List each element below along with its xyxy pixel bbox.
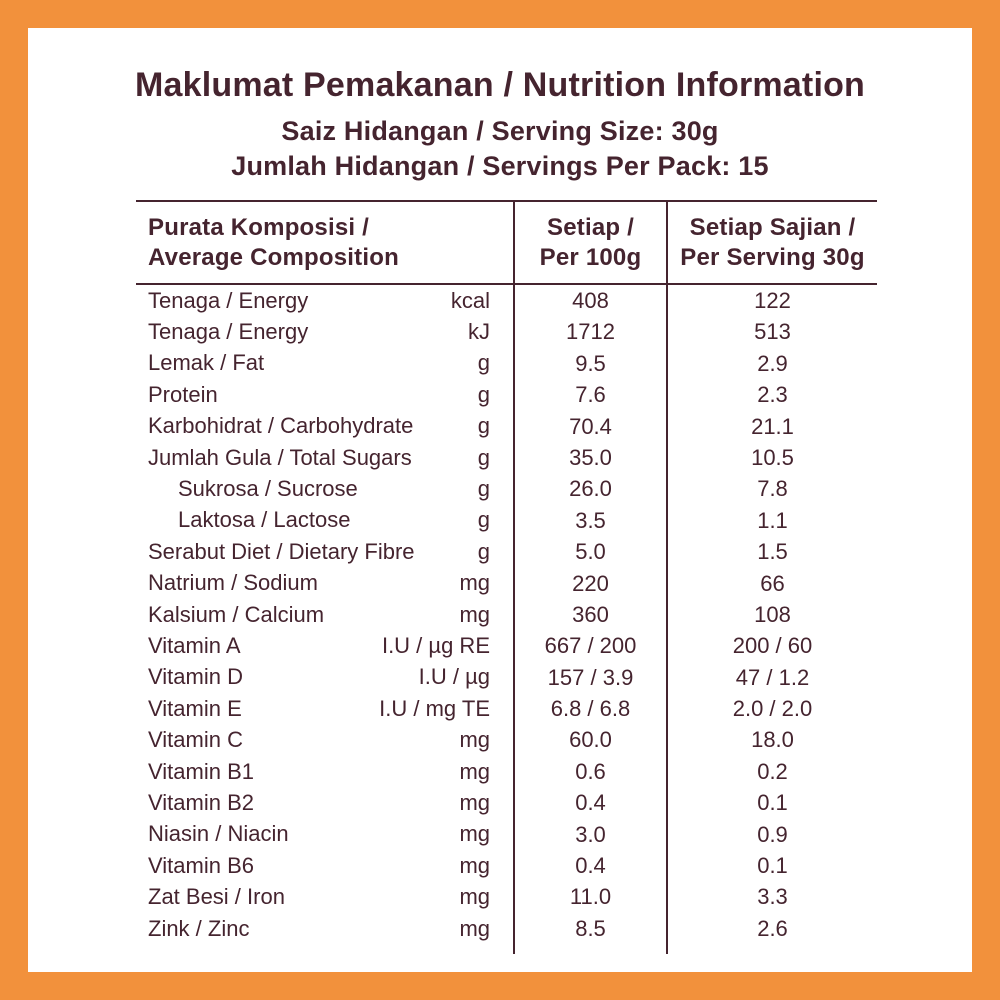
per-100g-value: 1712	[513, 316, 668, 347]
table-bottom-spacer	[136, 944, 513, 954]
table-row-label-cell	[136, 599, 513, 630]
table-row-label-cell	[136, 724, 513, 755]
nutrient-unit: mg	[459, 884, 490, 910]
table-row-label-cell	[136, 756, 513, 787]
table-row-label-cell	[136, 379, 513, 410]
per-serving-value: 2.3	[757, 382, 788, 408]
nutrient-unit: mg	[459, 789, 490, 815]
per-100g-value: 220	[513, 568, 668, 599]
table-bottom-spacer	[668, 944, 877, 954]
per-serving-value: 2.0 / 2.0	[732, 696, 813, 722]
per-serving-value: 0.1	[757, 790, 788, 816]
per-serving-value: 0.9	[757, 821, 788, 847]
nutrient-unit: g	[477, 413, 490, 439]
per-serving-value: 200 / 60	[732, 633, 813, 659]
nutrient-unit: mg	[459, 758, 490, 784]
per-serving-value: 0.2	[757, 758, 788, 784]
nutrient-label: Kalsium / Calcium	[148, 601, 325, 627]
nutrient-label: Niasin / Niacin	[148, 821, 289, 847]
per-100g-value: 0.6	[513, 756, 668, 787]
nutrient-label: Natrium / Sodium	[148, 570, 318, 596]
per-serving-value: 1.5	[757, 539, 788, 565]
nutrient-label: Karbohidrat / Carbohydrate	[148, 413, 414, 439]
nutrition-table	[136, 200, 877, 954]
nutrient-unit: g	[477, 476, 490, 502]
per-100g-value: 6.8 / 6.8	[513, 693, 668, 724]
table-row-label-cell	[136, 285, 513, 316]
nutrient-label: Vitamin E	[148, 695, 242, 721]
column-header-per-100g-line2: Per 100g	[539, 243, 642, 271]
per-100g-value: 5.0	[513, 536, 668, 567]
per-serving-value: 122	[754, 288, 791, 313]
per-serving-value: 1.1	[757, 507, 788, 533]
nutrient-unit: kcal	[450, 287, 490, 313]
nutrient-label: Zink / Zinc	[148, 915, 250, 941]
column-header-composition-line2: Average Composition	[148, 243, 399, 271]
per-100g-value: 35.0	[513, 442, 668, 473]
page-title: Maklumat Pemakanan / Nutrition Information	[134, 66, 866, 104]
per-100g-value: 3.0	[513, 819, 668, 850]
per-serving-value: 7.8	[757, 476, 788, 502]
per-100g-value: 11.0	[513, 881, 668, 912]
per-serving-value: 21.1	[751, 413, 794, 439]
column-header-composition-line1: Purata Komposisi /	[148, 213, 369, 241]
table-row-label-cell	[136, 568, 513, 599]
table-row-label-cell	[136, 411, 513, 442]
column-header-composition	[136, 200, 513, 285]
nutrient-unit: mg	[459, 570, 490, 596]
table-row-label-cell	[136, 819, 513, 850]
column-header-per-serving	[668, 200, 877, 285]
per-100g-value: 360	[513, 599, 668, 630]
nutrient-label: Tenaga / Energy	[148, 319, 309, 345]
nutrient-label: Sukrosa / Sucrose	[178, 476, 358, 502]
nutrient-label: Lemak / Fat	[148, 350, 265, 376]
per-serving-value: 10.5	[751, 444, 794, 470]
per-100g-value: 26.0	[513, 473, 668, 504]
nutrient-unit: g	[477, 444, 490, 470]
nutrient-label: Vitamin B2	[148, 789, 254, 815]
nutrient-label: Vitamin A	[148, 632, 241, 658]
nutrition-panel	[28, 28, 972, 972]
per-100g-value: 8.5	[513, 913, 668, 944]
nutrient-unit: g	[477, 381, 490, 407]
table-row-label-cell	[136, 787, 513, 818]
per-serving-value: 0.1	[757, 853, 788, 879]
per-100g-value: 60.0	[513, 724, 668, 755]
per-serving-value: 47 / 1.2	[735, 664, 810, 690]
table-row-label-cell	[136, 662, 513, 693]
column-header-per-serving-line1: Setiap Sajian /	[689, 213, 856, 241]
nutrient-unit: g	[477, 507, 490, 533]
table-row-label-cell	[136, 348, 513, 379]
per-serving-value: 2.9	[757, 350, 788, 376]
table-row-label-cell	[136, 630, 513, 661]
per-serving-value: 108	[754, 601, 791, 627]
per-serving-value: 2.6	[757, 915, 788, 941]
nutrient-label: Vitamin B6	[148, 852, 254, 878]
column-header-per-serving-line2: Per Serving 30g	[680, 243, 865, 271]
per-serving-value: 513	[754, 319, 791, 345]
per-serving-value: 3.3	[757, 884, 788, 910]
per-100g-value: 157 / 3.9	[513, 662, 668, 693]
nutrient-unit: mg	[459, 821, 490, 847]
per-serving-value: 66	[760, 570, 785, 596]
per-100g-value: 0.4	[513, 850, 668, 881]
table-row-label-cell	[136, 693, 513, 724]
table-bottom-spacer-divider	[513, 944, 668, 954]
per-100g-value: 3.5	[513, 505, 668, 536]
nutrient-label: Laktosa / Lactose	[178, 507, 351, 533]
per-100g-value: 0.4	[513, 787, 668, 818]
nutrient-unit: kJ	[468, 319, 490, 345]
nutrient-unit: I.U / mg TE	[379, 695, 490, 721]
table-row-label-cell	[136, 881, 513, 912]
nutrient-unit: g	[477, 350, 490, 376]
nutrient-label: Vitamin D	[148, 664, 243, 690]
per-100g-value: 408	[513, 285, 668, 316]
table-row-label-cell	[136, 913, 513, 944]
serving-size-line: Saiz Hidangan / Serving Size: 30g	[281, 116, 719, 146]
table-row-label-cell	[136, 473, 513, 504]
column-header-per-100g-line1: Setiap /	[547, 213, 634, 241]
column-header-per-100g	[513, 200, 668, 285]
table-row-label-cell	[136, 505, 513, 536]
servings-per-pack-line: Jumlah Hidangan / Servings Per Pack: 15	[231, 151, 769, 181]
nutrient-unit: mg	[459, 915, 490, 941]
nutrient-label: Jumlah Gula / Total Sugars	[148, 444, 412, 470]
nutrient-label: Vitamin C	[148, 727, 243, 753]
nutrient-unit: mg	[459, 852, 490, 878]
nutrient-label: Tenaga / Energy	[148, 287, 309, 313]
table-row-label-cell	[136, 316, 513, 347]
nutrient-label: Zat Besi / Iron	[148, 884, 285, 910]
nutrient-unit: I.U / µg	[418, 664, 490, 690]
per-100g-value: 667 / 200	[513, 630, 668, 661]
table-row-label-cell	[136, 850, 513, 881]
table-row-label-cell	[136, 536, 513, 567]
per-100g-value: 9.5	[513, 348, 668, 379]
nutrient-unit: I.U / µg RE	[381, 632, 490, 658]
nutrient-unit: mg	[459, 727, 490, 753]
per-100g-value: 7.6	[513, 379, 668, 410]
table-row-label-cell	[136, 442, 513, 473]
nutrient-unit: g	[477, 538, 490, 564]
nutrient-label: Protein	[148, 381, 218, 407]
nutrient-unit: mg	[459, 601, 490, 627]
per-100g-value: 70.4	[513, 411, 668, 442]
nutrient-label: Serabut Diet / Dietary Fibre	[148, 538, 415, 564]
nutrient-label: Vitamin B1	[148, 758, 254, 784]
per-serving-value: 18.0	[751, 727, 794, 753]
